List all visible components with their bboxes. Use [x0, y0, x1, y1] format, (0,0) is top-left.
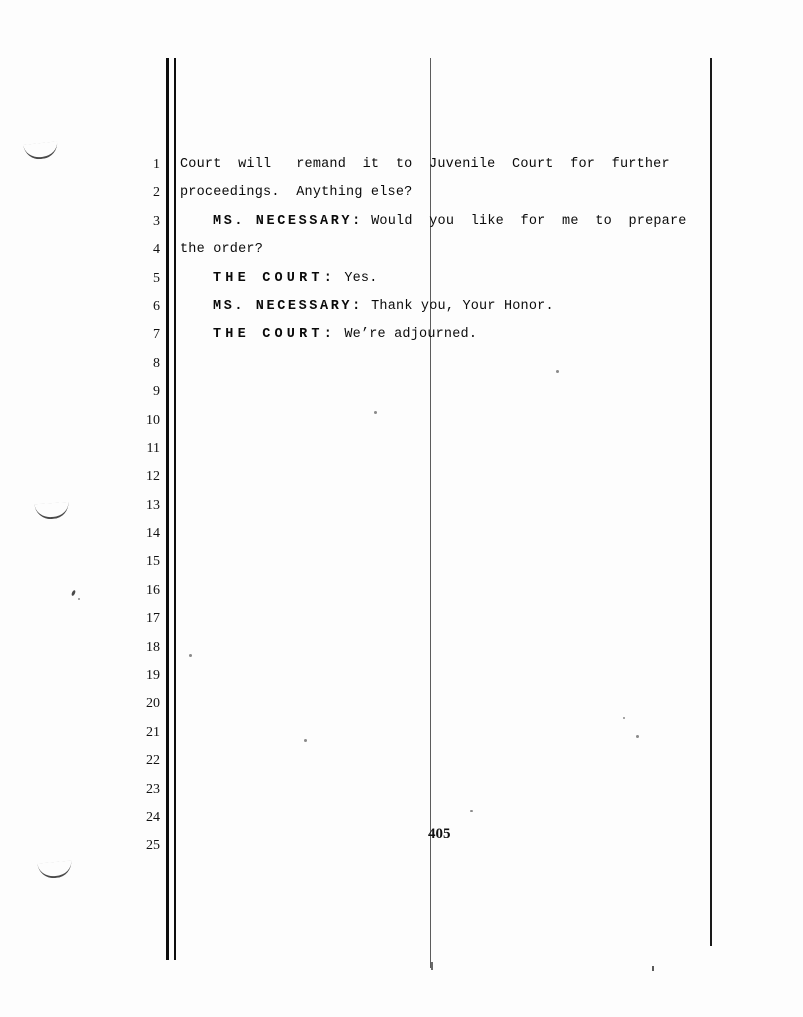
- line-number: 24: [146, 809, 160, 825]
- line-number: 19: [146, 668, 160, 684]
- left-outer-margin-rule: [166, 58, 169, 960]
- line-number: 1: [153, 157, 160, 172]
- transcript-line: [180, 407, 710, 435]
- transcript-body: [180, 151, 710, 861]
- transcript-line: [180, 520, 710, 548]
- transcript-line: [180, 634, 710, 662]
- transcript-line: [180, 293, 710, 321]
- scan-artifact-hook-icon: [37, 861, 72, 880]
- transcript-line: [180, 151, 710, 179]
- speaker-label: MS. NECESSARY:: [213, 298, 363, 314]
- line-number: 8: [153, 355, 160, 371]
- left-inner-margin-rule: [174, 58, 176, 960]
- line-number: 21: [146, 724, 160, 740]
- transcript-line: [180, 179, 710, 207]
- transcript-text: Thank you, Your Honor.: [362, 298, 554, 314]
- transcript-text: proceedings. Anything else?: [180, 185, 413, 201]
- line-number: 4: [153, 242, 160, 258]
- transcript-line: [180, 776, 710, 804]
- transcript-line: [180, 350, 710, 378]
- line-number: 22: [146, 753, 160, 769]
- transcript-line: [180, 321, 710, 349]
- line-number: 3: [153, 213, 160, 229]
- transcript-text: Would you like for me to prepare: [362, 213, 687, 229]
- transcript-line: [180, 662, 710, 690]
- transcript-line: [180, 236, 710, 264]
- scan-speck: [78, 598, 80, 600]
- line-number: 15: [146, 554, 160, 570]
- speaker-label: MS. NECESSARY:: [213, 213, 363, 229]
- line-number: 7: [153, 327, 160, 343]
- transcript-line: [180, 435, 710, 463]
- scan-speck: [652, 966, 654, 971]
- transcript-line: [180, 548, 710, 576]
- line-number: 10: [146, 412, 160, 428]
- transcript-line: [180, 265, 710, 293]
- line-number: 25: [146, 838, 160, 854]
- line-number: 14: [146, 526, 160, 542]
- page-number: 405: [428, 826, 451, 842]
- transcript-line: [180, 208, 710, 236]
- scan-artifact-hook-icon: [34, 502, 69, 520]
- scan-speck: [71, 590, 76, 597]
- line-number: 18: [146, 639, 160, 655]
- transcript-line: [180, 747, 710, 775]
- line-number: 2: [153, 185, 160, 201]
- line-number: 17: [146, 611, 160, 627]
- speaker-label: THE COURT:: [213, 327, 337, 343]
- transcript-line: [180, 719, 710, 747]
- transcript-text: Yes.: [336, 270, 378, 286]
- line-number: 6: [153, 298, 160, 314]
- right-margin-rule: [710, 58, 712, 946]
- transcript-line: [180, 492, 710, 520]
- line-number: 16: [146, 582, 160, 598]
- line-number: 20: [146, 696, 160, 712]
- transcript-line: [180, 690, 710, 718]
- line-number: 23: [146, 781, 160, 797]
- transcript-line: [180, 378, 710, 406]
- transcript-line: [180, 463, 710, 491]
- line-number: 13: [146, 497, 160, 513]
- scan-speck: [431, 962, 433, 970]
- transcript-text: the order?: [180, 242, 264, 258]
- line-number: 9: [153, 384, 160, 400]
- line-number-column: [132, 151, 160, 861]
- transcript-line: [180, 605, 710, 633]
- line-number: 5: [153, 270, 160, 286]
- transcript-text: We’re adjourned.: [336, 327, 478, 343]
- scan-artifact-hook-icon: [23, 141, 58, 160]
- line-number: 12: [146, 469, 160, 485]
- transcript-line: [180, 577, 710, 605]
- transcript-text: Court will remand it to Juvenile Court for further: [180, 157, 670, 172]
- line-number: 11: [146, 440, 160, 456]
- speaker-label: THE COURT:: [213, 270, 337, 286]
